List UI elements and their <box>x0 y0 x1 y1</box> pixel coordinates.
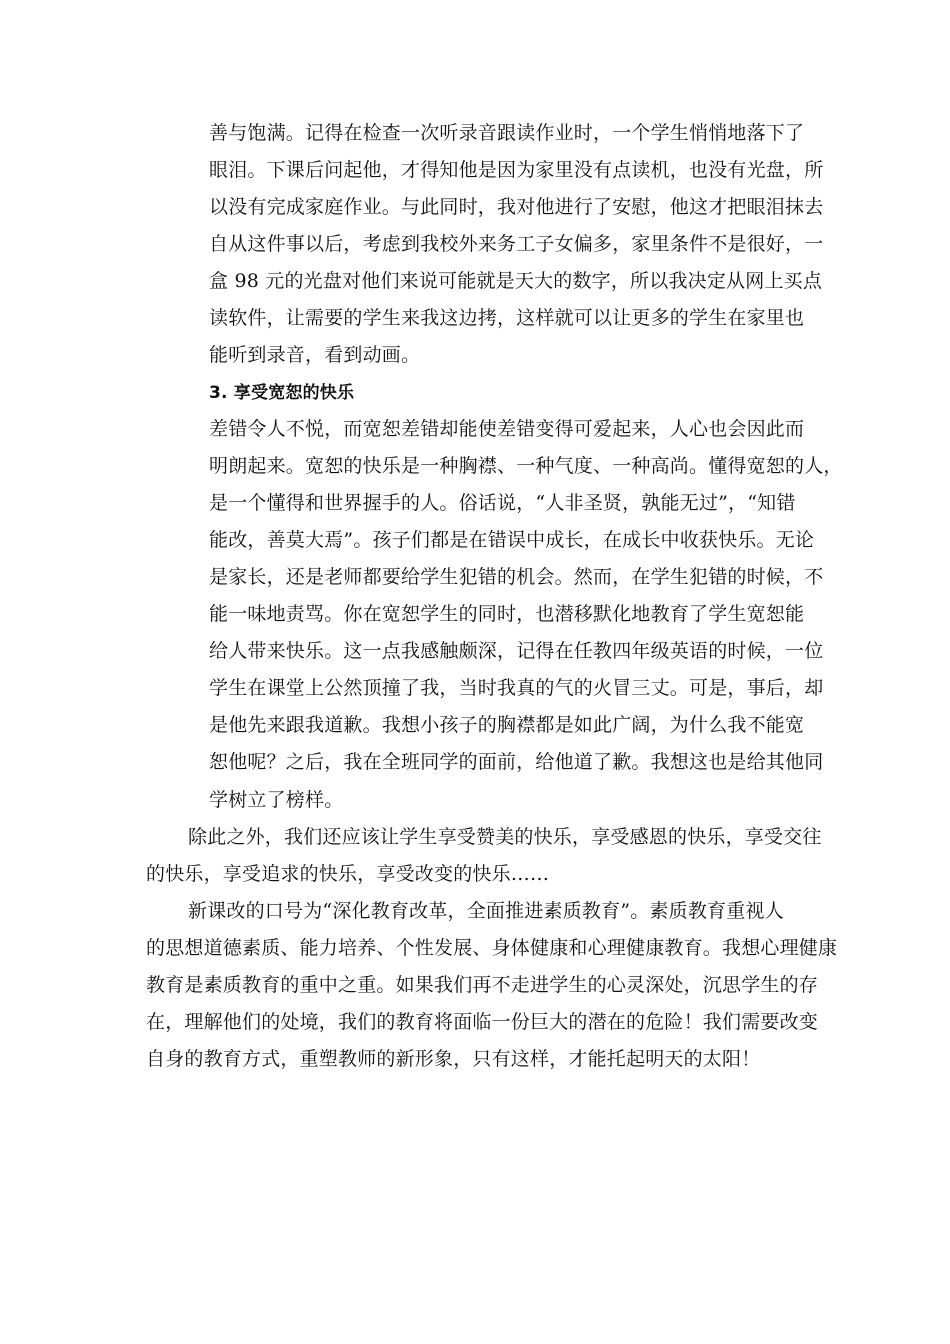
text-line: 自身的教育方式，重塑教师的新形象，只有这样，才能托起明天的太阳！ <box>146 1048 761 1070</box>
text-line: 能改，善莫大焉”。孩子们都是在错误中成长，在成长中收获快乐。无论 <box>209 529 815 551</box>
text-line: 除此之外，我们还应该让学生享受赞美的快乐，享受感恩的快乐，享受交往 <box>188 826 822 848</box>
text-line: 学树立了榜样。 <box>209 789 344 811</box>
text-line: 差错令人不悦，而宽恕差错却能使差错变得可爱起来，人心也会因此而 <box>209 418 805 440</box>
text-line: 给人带来快乐。这一点我感触颇深，记得在任教四年级英语的时候，一位 <box>209 640 824 662</box>
text-line: 盒 98 元的光盘对他们来说可能就是天大的数字，所以我决定从网上买点 <box>209 270 823 292</box>
text-line: 学生在课堂上公然顶撞了我，当时我真的气的火冒三丈。可是，事后，却 <box>209 677 824 699</box>
text-line: 善与饱满。记得在检查一次听录音跟读作业时，一个学生悄悄地落下了 <box>209 122 805 144</box>
text-line: 以没有完成家庭作业。与此同时，我对他进行了安慰，他这才把眼泪抹去 <box>209 196 824 218</box>
text-line: 眼泪。下课后问起他，才得知他是因为家里没有点读机，也没有光盘，所 <box>209 159 824 181</box>
text-line: 是他先来跟我道歉。我想小孩子的胸襟都是如此广阔，为什么我不能宽 <box>209 714 805 736</box>
text-line: 恕他呢？之后，我在全班同学的面前，给他道了歉。我想这也是给其他同 <box>209 751 824 773</box>
text-line: 读软件，让需要的学生来我这边拷，这样就可以让更多的学生在家里也 <box>209 307 805 329</box>
text-line: 能听到录音，看到动画。 <box>209 344 421 366</box>
text-line: 教育是素质教育的重中之重。如果我们再不走进学生的心灵深处，沉思学生的存 <box>146 974 819 996</box>
text-line: 明朗起来。宽恕的快乐是一种胸襟、一种气度、一种高尚。懂得宽恕的人， <box>209 455 843 477</box>
text-line: 是一个懂得和世界握手的人。俗话说，“人非圣贤，孰能无过”，“知错 <box>209 492 796 514</box>
text-line: 的快乐，享受追求的快乐，享受改变的快乐…… <box>146 863 550 885</box>
text-line: 是家长，还是老师都要给学生犯错的机会。然而，在学生犯错的时候，不 <box>209 566 824 588</box>
text-line: 的思想道德素质、能力培养、个性发展、身体健康和心理健康教育。我想心理健康 <box>146 937 838 959</box>
section-3-heading: 3. 享受宽恕的快乐 <box>209 383 355 403</box>
text-line: 在，理解他们的处境，我们的教育将面临一份巨大的潜在的危险！我们需要改变 <box>146 1011 819 1033</box>
text-line: 能一味地责骂。你在宽恕学生的同时，也潜移默化地教育了学生宽恕能 <box>209 603 805 625</box>
text-line: 自从这件事以后，考虑到我校外来务工子女偏多，家里条件不是很好，一 <box>209 233 824 255</box>
text-line: 新课改的口号为“深化教育改革，全面推进素质教育”。素质教育重视人 <box>188 900 784 922</box>
